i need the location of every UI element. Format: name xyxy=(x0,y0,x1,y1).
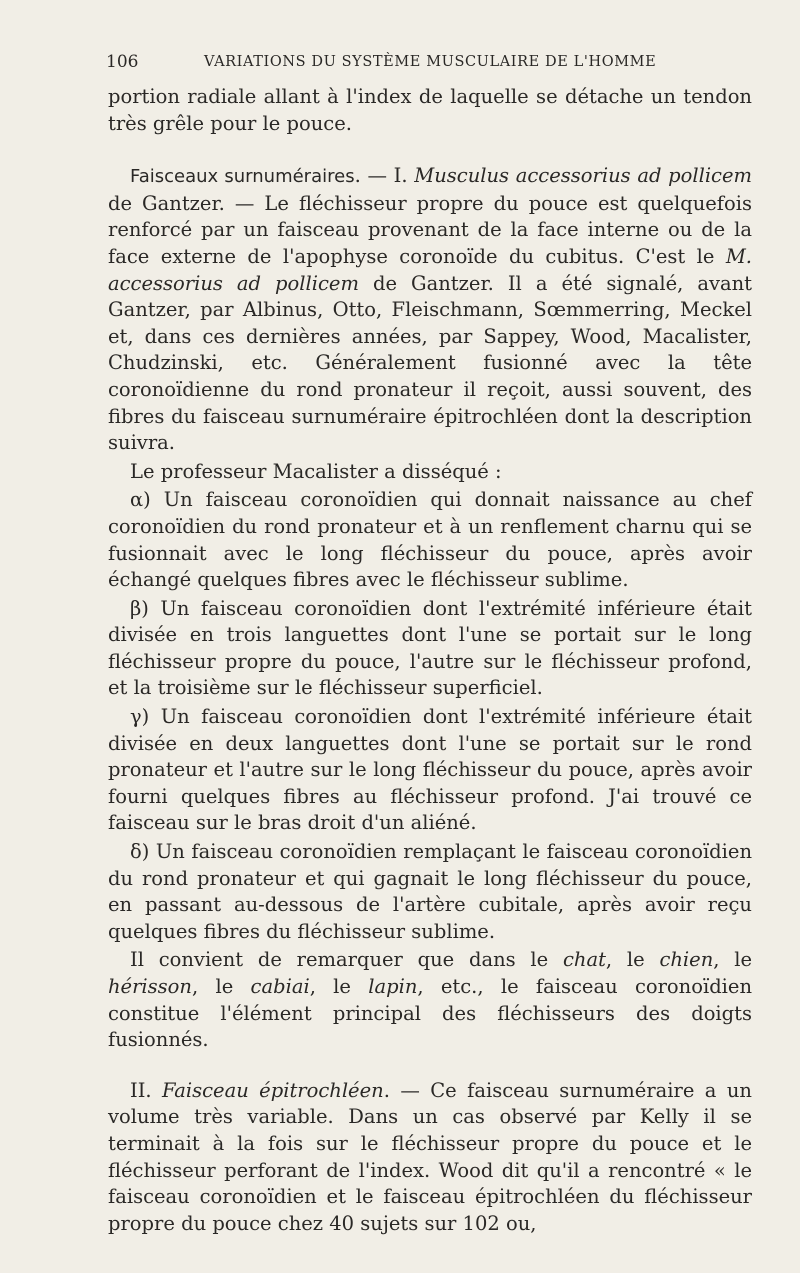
paragraph-macalister: Le professeur Macalister a disséqué : xyxy=(130,459,502,483)
muscle-name: Musculus accessorius ad pollicem xyxy=(414,164,753,188)
list-item-delta: δ) Un faisceau coronoïdien remplaçant le faisceau coronoïdien du rond pronateur et qui gagnait le long fléchisseur du pouce, en passant au-dessous de l'artère cubitale, après avoir reçu quelques fibres du fléchisseur sublime. xyxy=(108,840,752,943)
paragraph-accessorius: Faisceaux surnuméraires. — I. Musculus accessorius ad pollicem de Gantzer. — Le fléchisseur propre du pouce est quelquefois renforcé par un faisceau provenant de la face interne ou de la face externe de l'apophyse coronoïde du cubitus. C'est le M. accessorius ad pollicem de Gantzer. Il a été signalé, avant Gantzer, par Albinus, Otto, Fleischmann, Sœmmerring, Meckel et, dans ces dernières années, par Sappey, Wood, Macalister, Chudzinski, etc. Généralement fusionné avec la tête coronoïdienne du rond pronateur il reçoit, aussi souvent, des fibres du faisceau surnuméraire épitrochléen dont la description suivra. xyxy=(108,164,753,455)
running-title: VARIATIONS DU SYSTÈME MUSCULAIRE DE L'HOMME xyxy=(204,54,657,70)
paragraph-remark: Il convient de remarquer que dans le chat, le chien, le hérisson, le cabiai, le lapin, etc., le faisceau coronoïdien constitue l'élément principal des fléchisseurs des doigts fusionnés. xyxy=(108,948,753,1052)
paragraph-epitrochleen: II. Faisceau épitrochléen. — Ce faisceau surnuméraire a un volume très variable. Dans un cas observé par Kelly il se terminait à la fois sur le fléchisseur propre du pouce et le fléchisseur perforant de l'index. Wood dit qu'il a rencontré « le faisceau coronoïdien et le faisceau épitrochléen du fléchisseur propre du pouce chez 40 sujets sur 102 ou, xyxy=(108,1078,752,1235)
list-item-gamma: γ) Un faisceau coronoïdien dont l'extrémité inférieure était divisée en deux languettes dont l'une se portait sur le rond pronateur et l'autre sur le long fléchisseur du pouce, après avoir fourni quelques fibres au fléchisseur profond. J'ai trouvé ce faisceau sur le bras droit d'un aliéné. xyxy=(108,705,752,835)
paragraph-continuation: portion radiale allant à l'index de laquelle se détache un tendon très grêle pour le pouce. xyxy=(108,85,752,135)
page-header xyxy=(106,52,752,78)
list-item-beta: β) Un faisceau coronoïdien dont l'extrémité inférieure était divisée en trois languettes dont l'une se portait sur le long fléchisseur propre du pouce, l'autre sur le fléchisseur profond, et la troisième sur le fléchisseur superficiel. xyxy=(108,596,752,700)
list-item-alpha: α) Un faisceau coronoïdien qui donnait naissance au chef coronoïdien du rond pronateur et à un renflement charnu qui se fusionnait avec le long fléchisseur du pouce, après avoir échangé quelques fibres avec le fléchisseur sublime. xyxy=(108,488,752,592)
section-heading: Faisceaux surnuméraires xyxy=(130,166,355,188)
muscle-name-2: M. accessorius ad pollicem xyxy=(108,244,752,295)
page-number: 106 xyxy=(106,52,139,72)
section-title-italic: Faisceau épitrochléen xyxy=(162,1078,384,1102)
page-body xyxy=(108,84,752,1237)
